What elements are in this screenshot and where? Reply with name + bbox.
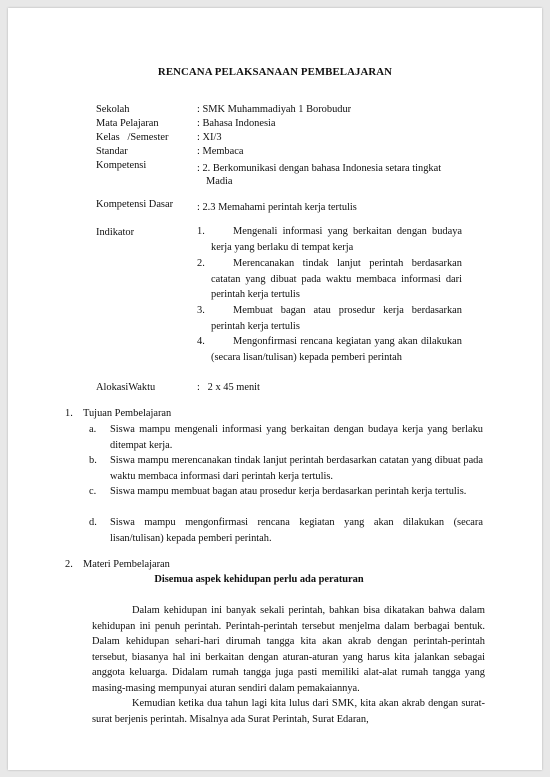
- standar-label: Standar: [96, 146, 128, 157]
- kompetensi-value-line2: Madia: [206, 176, 233, 187]
- indikator-num: 1.: [197, 226, 205, 237]
- list-letter: a.: [89, 424, 97, 435]
- document-title: RENCANA PELAKSANAAN PEMBELAJARAN: [157, 66, 393, 78]
- indikator-num: 4.: [197, 336, 205, 347]
- kompetensi-value-line1: : 2. Berkomunikasi dengan bahasa Indonesia setara tingkat: [197, 163, 442, 174]
- list-letter: b.: [89, 455, 97, 466]
- sekolah-value: : SMK Muhammadiyah 1 Borobudur: [197, 104, 352, 115]
- section-heading-tujuan: Tujuan Pembelajaran: [83, 408, 172, 419]
- kelas-label: Kelas /Semester: [96, 132, 169, 143]
- indikator-item: Membuat bagan atau prosedur kerja berdasarkan perintah kerja tertulis: [211, 305, 462, 332]
- alokasi-value: : 2 x 45 menit: [197, 382, 260, 393]
- tujuan-item: Siswa mampu mengonfirmasi rencana kegiatan yang akan dilakukan (secara lisan/tulisan) kepada pemberi perintah.: [110, 517, 483, 544]
- kompetensi-label: Kompetensi: [96, 160, 147, 171]
- sekolah-label: Sekolah: [96, 104, 130, 115]
- indikator-item: Merencanakan tindak lanjut perintah berdasarkan catatan yang dibuat pada waktu membaca informasi dari perintah kerja tertulis: [211, 258, 462, 300]
- list-letter: c.: [89, 486, 97, 497]
- document-page: [8, 8, 542, 770]
- indikator-label: Indikator: [96, 227, 135, 238]
- indikator-num: 3.: [197, 305, 205, 316]
- kelas-value: : XI/3: [197, 132, 222, 143]
- tujuan-item: Siswa mampu membuat bagan atau prosedur kerja berdasarkan perintah kerja tertulis.: [110, 486, 467, 497]
- tujuan-item: Siswa mampu mengenali informasi yang berkaitan dengan budaya kerja yang berlaku ditempat kerja.: [110, 424, 483, 451]
- mapel-label: Mata Pelajaran: [96, 118, 159, 129]
- section-number: 2.: [65, 559, 73, 570]
- section-number: 1.: [65, 408, 73, 419]
- kd-value: : 2.3 Memahami perintah kerja tertulis: [197, 202, 357, 213]
- kd-label: Kompetensi Dasar: [96, 199, 174, 210]
- section-heading-materi: Materi Pembelajaran: [83, 559, 170, 570]
- indikator-item: Mengenali informasi yang berkaitan dengan budaya kerja yang berlaku di tempat kerja: [211, 226, 462, 253]
- alokasi-label: AlokasiWaktu: [96, 382, 156, 393]
- materi-paragraph: Kemudian ketika dua tahun lagi kita lulus dari SMK, kita akan akrab dengan surat-surat berjenis perintah. Misalnya ada Surat Perintah, Surat Edaran,: [92, 698, 485, 725]
- tujuan-item: Siswa mampu merencanakan tindak lanjut perintah berdasarkan catatan yang dibuat pada waktu membaca informasi dari perintah kerja tertulis.: [110, 455, 483, 482]
- indikator-num: 2.: [197, 258, 205, 269]
- list-letter: d.: [89, 517, 97, 528]
- indikator-item: Mengonfirmasi rencana kegiatan yang akan dilakukan (secara lisan/tulisan) kepada pemberi perintah: [211, 336, 462, 363]
- materi-subtitle: Disemua aspek kehidupan perlu ada peraturan: [154, 574, 364, 585]
- standar-value: : Membaca: [197, 146, 244, 157]
- mapel-value: : Bahasa Indonesia: [197, 118, 276, 129]
- materi-paragraph: Dalam kehidupan ini banyak sekali perintah, bahkan bisa dikatakan bahwa dalam kehidupan ini penuh perintah. Perintah-perintah tersebut menjelma dalam berbagai bentuk. Dalam kehidupan sehari-hari dirumah tangga kita akan akrab dengan perintah-perintah tersebut, biasanya hal ini berkaitan dengan aturan-aturan yang harus kita jalankan sebagai anggota keluarga. Didalam rumah tangga juga pasti memiliki alat-alat rumah tangga yang masing-masing mempunyai aturan sendiri dalam pemakaiannya.: [92, 605, 485, 694]
